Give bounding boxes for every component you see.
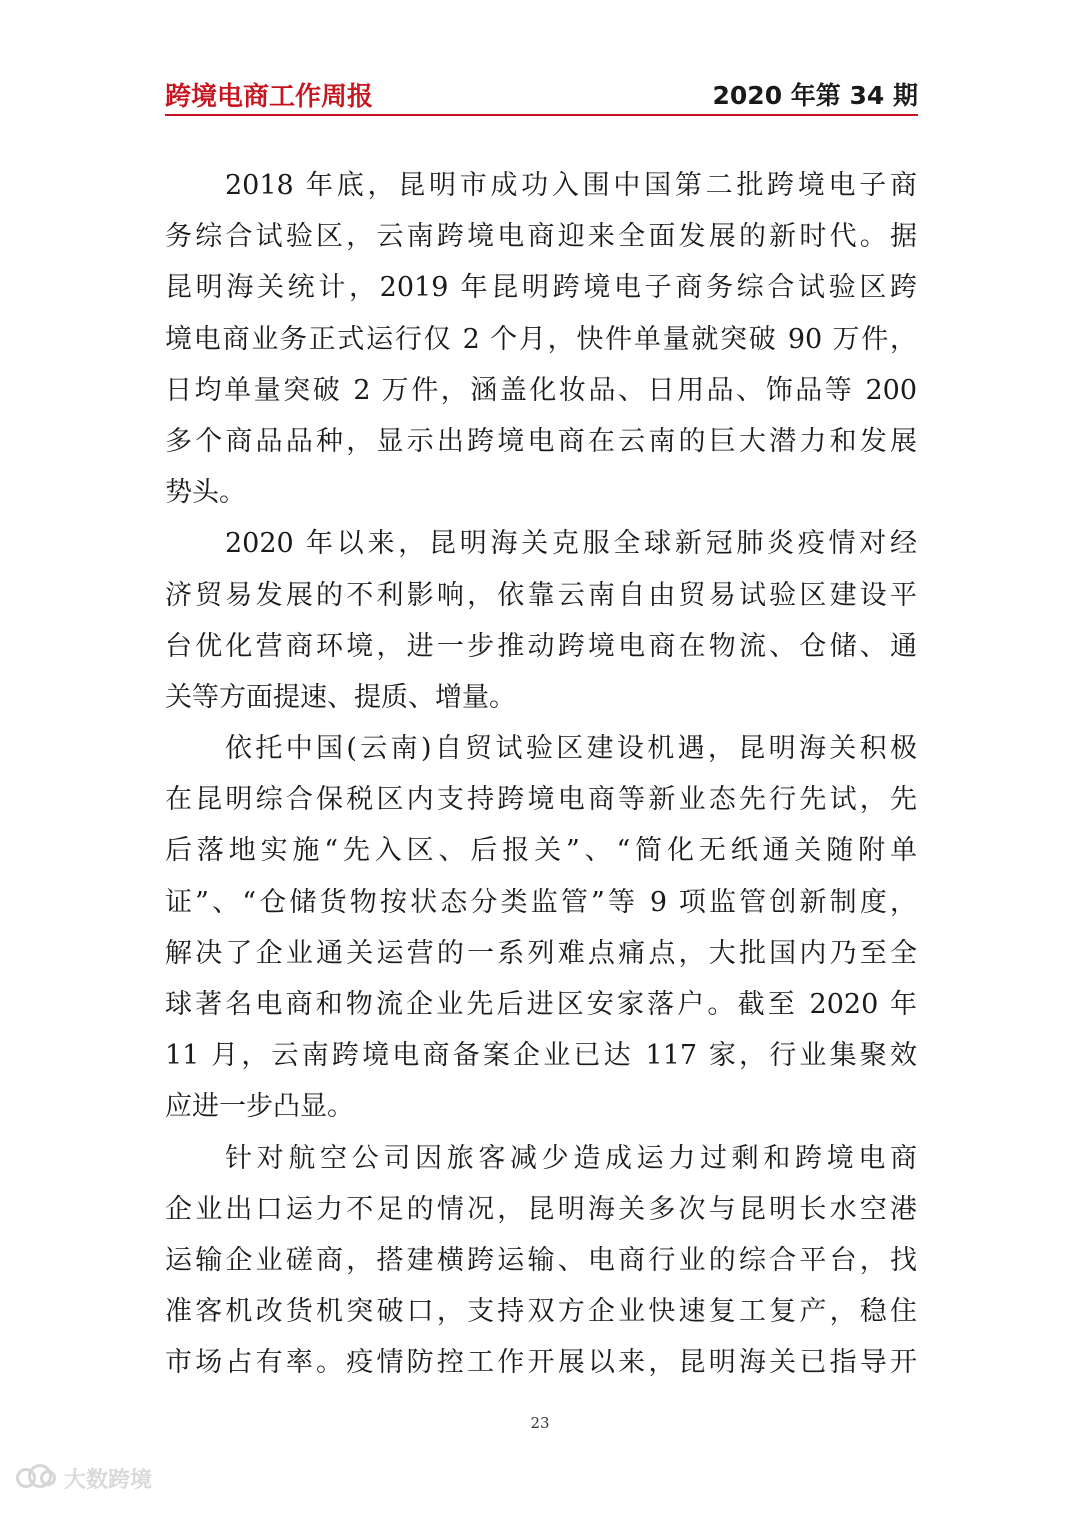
paragraph	[165, 160, 917, 518]
paragraph	[165, 1133, 917, 1389]
text-line: 市场占有率。疫情防控工作开展以来，昆明海关已指导开	[165, 1347, 917, 1379]
page-header	[165, 72, 918, 112]
text-line: 势头。	[165, 477, 246, 509]
text-line: 多个商品品种，显示出跨境电商在云南的巨大潜力和发展	[165, 425, 917, 457]
paragraph	[165, 518, 917, 723]
text-line: 台优化营商环境，进一步推动跨境电商在物流、仓储、通	[165, 630, 917, 662]
text-line: 证”、“仓储货物按状态分类监管”等 9 项监管创新制度，	[165, 886, 917, 918]
text-line: 后落地实施“先入区、后报关”、“简化无纸通关随附单	[165, 835, 917, 867]
text-line: 企业出口运力不足的情况，昆明海关多次与昆明长水空港	[165, 1193, 917, 1225]
text-line: 境电商业务正式运行仅 2 个月，快件单量就突破 90 万件，	[165, 323, 917, 355]
text-line: 昆明海关统计，2019 年昆明跨境电子商务综合试验区跨	[165, 272, 917, 304]
watermark	[16, 1462, 152, 1494]
text-line: 济贸易发展的不利影响，依靠云南自由贸易试验区建设平	[165, 579, 917, 611]
text-line: 依托中国(云南)自贸试验区建设机遇，昆明海关积极	[225, 733, 917, 765]
text-line: 应进一步凸显。	[165, 1091, 354, 1123]
text-line: 在昆明综合保税区内支持跨境电商等新业态先行先试，先	[165, 784, 917, 816]
text-line: 2018 年底，昆明市成功入围中国第二批跨境电子商	[225, 170, 917, 201]
text-line: 关等方面提速、提质、增量。	[165, 681, 516, 713]
text-line: 针对航空公司因旅客减少造成运力过剩和跨境电商	[225, 1142, 917, 1174]
text-line: 日均单量突破 2 万件，涵盖化妆品、日用品、饰品等 200	[165, 374, 917, 406]
article-body	[165, 160, 917, 1389]
text-line: 2020 年以来，昆明海关克服全球新冠肺炎疫情对经	[225, 528, 917, 560]
text-line: 解决了企业通关运营的一系列难点痛点，大批国内乃至全	[165, 937, 917, 969]
watermark-logo-icon	[16, 1462, 56, 1494]
watermark-text: 大数跨境	[64, 1467, 153, 1493]
header-divider	[165, 114, 918, 116]
text-line: 运输企业磋商，搭建横跨运输、电商行业的综合平台，找	[165, 1244, 917, 1276]
text-line: 11 月，云南跨境电商备案企业已达 117 家，行业集聚效	[165, 1040, 917, 1072]
page-number: 23	[530, 1414, 550, 1432]
issue-number: 2020 年第 34 期	[712, 81, 918, 110]
publication-title: 跨境电商工作周报	[165, 82, 374, 112]
text-line: 球著名电商和物流企业先后进区安家落户。截至 2020 年	[165, 989, 917, 1020]
text-line: 务综合试验区，云南跨境电商迎来全面发展的新时代。据	[165, 221, 917, 253]
text-line: 准客机改货机突破口，支持双方企业快速复工复产，稳住	[165, 1296, 917, 1328]
paragraph	[165, 723, 917, 1133]
